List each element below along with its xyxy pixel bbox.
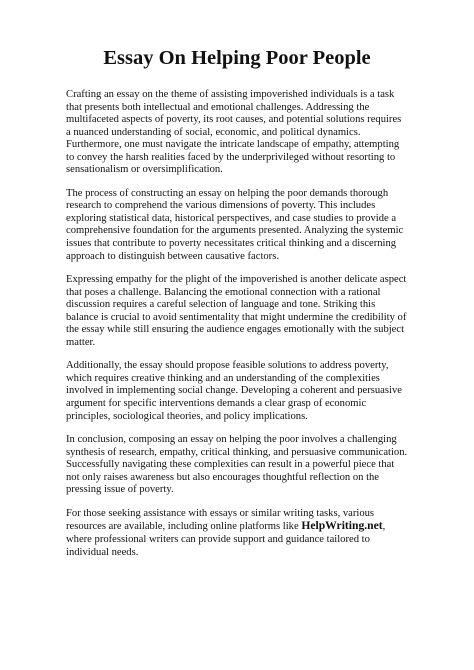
helpwriting-link-text: HelpWriting.net (301, 519, 383, 533)
closing-text-after: , where professional writers can provide support and guidance tailored to individual needs. (66, 521, 386, 558)
closing-text-before: For those seeking assistance with essays or similar writing tasks, various resources are available, including online platforms like (66, 507, 375, 533)
paragraph-2: The process of constructing an essay on helping the poor demands thorough research to comprehend the various dimensions of poverty. This includes exploring statistical data, historical perspectives, and case studies to provide a comprehensive foundation for the arguments presented. Analyzing the systemic issues that contribute to poverty necessitates critical thinking and a discerning approach to distinguish between causative factors. (66, 187, 404, 262)
document-title: Essay On Helping Poor People (103, 47, 371, 69)
closing-paragraph (66, 508, 408, 559)
paragraph-4: Additionally, the essay should propose feasible solutions to address poverty, which requires creative thinking and an understanding of the complexities involved in implementing social change. Developing a coherent and persuasive argument for specific interventions demands a clear grasp of economic principles, sociological theories, and policy implications. (66, 360, 402, 422)
paragraph-5: In conclusion, composing an essay on helping the poor involves a challenging synthesis of research, empathy, critical thinking, and persuasive communication. Successfully navigating these complexities can result in a powerful piece that not only raises awareness but also encourages thoughtful reflection on the pressing issue of poverty. (66, 434, 408, 496)
paragraph-3: Expressing empathy for the plight of the impoverished is another delicate aspect that poses a challenge. Balancing the emotional connection with a rational discussion requires a careful selection of language and tone. Striking this balance is crucial to avoid sentimentality that might undermine the credibility of the essay while still ensuring the audience engages emotionally with the subject matter. (66, 274, 407, 348)
paragraph-1: Crafting an essay on the theme of assisting impoverished individuals is a task that presents both intellectual and emotional challenges. Addressing the multifaceted aspects of poverty, its root causes, and potential solutions requires a nuanced understanding of social, economic, and political dynamics. Furthermore, one must navigate the intricate landscape of empathy, attempting to convey the harsh realities faced by the underprivileged without resorting to sensationalism or oversimplification. (66, 89, 402, 176)
document-body (66, 89, 408, 559)
